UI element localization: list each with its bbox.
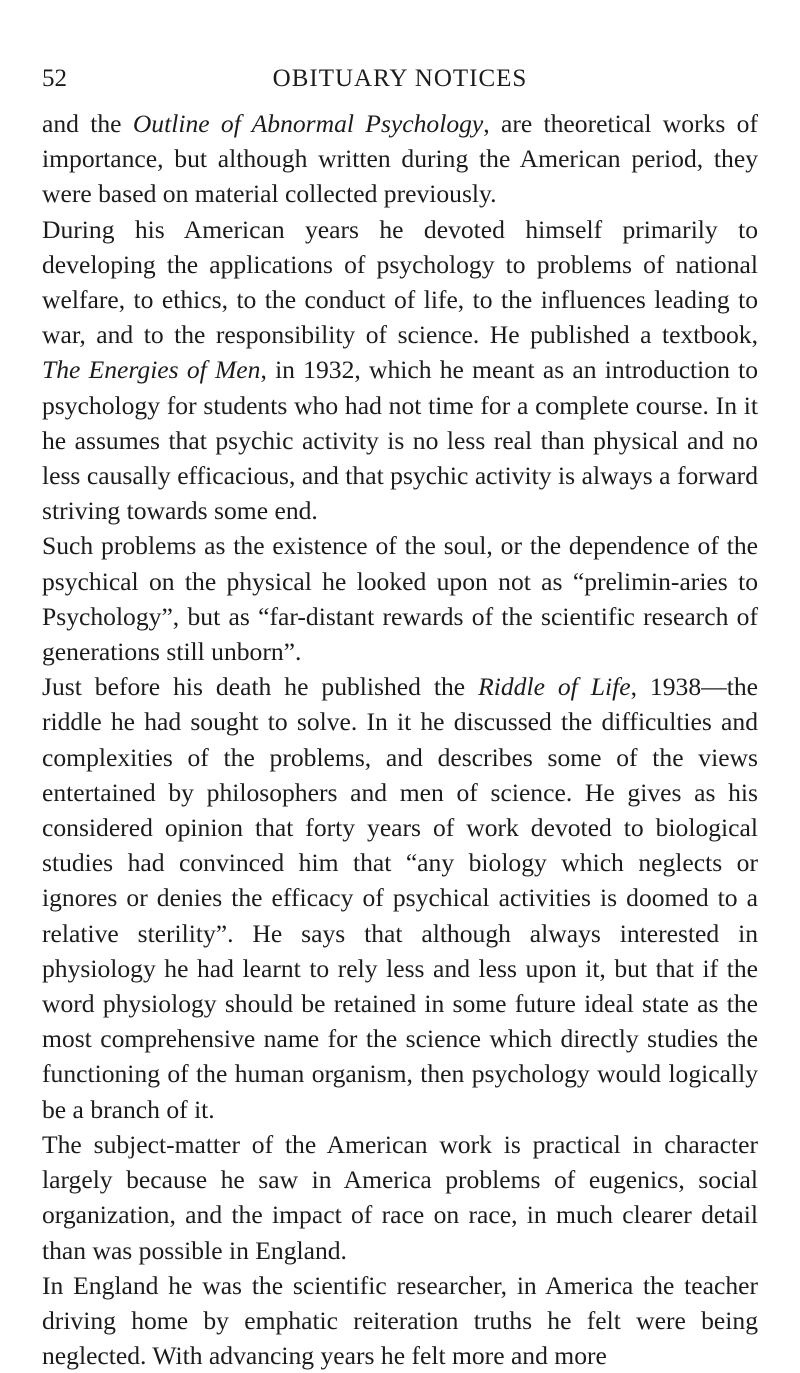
paragraph-3 [42, 528, 758, 669]
text-segment: and the [42, 109, 133, 138]
book-title-energies-of-men: The Energies of Men [42, 355, 261, 385]
text-segment: , 1938—the riddle he had sought to solve. In it he discussed the difficulties and complexities of the problems, and describes some of the views entertained by philosophers and men of science. He gives as his considered opinion that forty years of work devoted to biological studies had convinced him that “any biology which neglects or ignores or denies the efficacy of psychical activities is doomed to a relative sterility”. He says that although always interested in physiology he had learnt to rely less and less upon it, but that if the word physiology should be retained in some future ideal state as the most comprehensive name for the science which directly studies the functioning of the human organism, then psychology would logically be a branch of it. [42, 672, 758, 1124]
text-segment: During his American years he devoted himself primarily to developing the applications of psychology to problems of national welfare, to ethics, to the conduct of life, to the influences leading to war, and to the responsibility of science. He published a textbook, [42, 214, 758, 350]
book-title-outline-of-abnormal-psychology: Outline of Abnormal Psychology [132, 109, 484, 138]
text-segment: Just before his death he published the [42, 672, 479, 702]
paragraph-4 [42, 669, 758, 1127]
text-segment: The subject-matter of the American work is practical in character largely because he saw in America problems of eugenics, social organization, and the impact of race on race, in much clearer detail than was possible in England. [42, 1129, 758, 1265]
paragraph-5 [42, 1127, 758, 1268]
text-segment: Such problems as the existence of the soul, or the dependence of the psychical on the physical he looked upon not as “prelimin-aries to Psychology”, but as “far-distant rewards of the scientific research of generations still unborn”. [42, 531, 758, 667]
text-segment: , are theoretical works of importance, but although written during the American period, they were based on material collected previously. [42, 109, 758, 209]
paragraph-1 [42, 106, 758, 212]
page-number: 52 [42, 65, 67, 92]
book-title-riddle-of-life: Riddle of Life [478, 672, 631, 702]
paragraph-6 [42, 1268, 758, 1373]
body-text [42, 106, 758, 1373]
text-segment: In England he was the scientific researcher, in America the teacher driving home by emphatic reiteration truths he felt were being neglected. With advancing years he felt more and more [42, 1270, 758, 1371]
paragraph-2 [42, 212, 758, 529]
running-head: OBITUARY NOTICES [272, 65, 528, 92]
text-segment: , in 1932, which he meant as an introduction to psychology for students who had not time for a complete course. In it he assumes that psychic activity is no less real than physical and no less causally efficacious, and that psychic activity is always a forward striving towards some end. [42, 355, 758, 526]
